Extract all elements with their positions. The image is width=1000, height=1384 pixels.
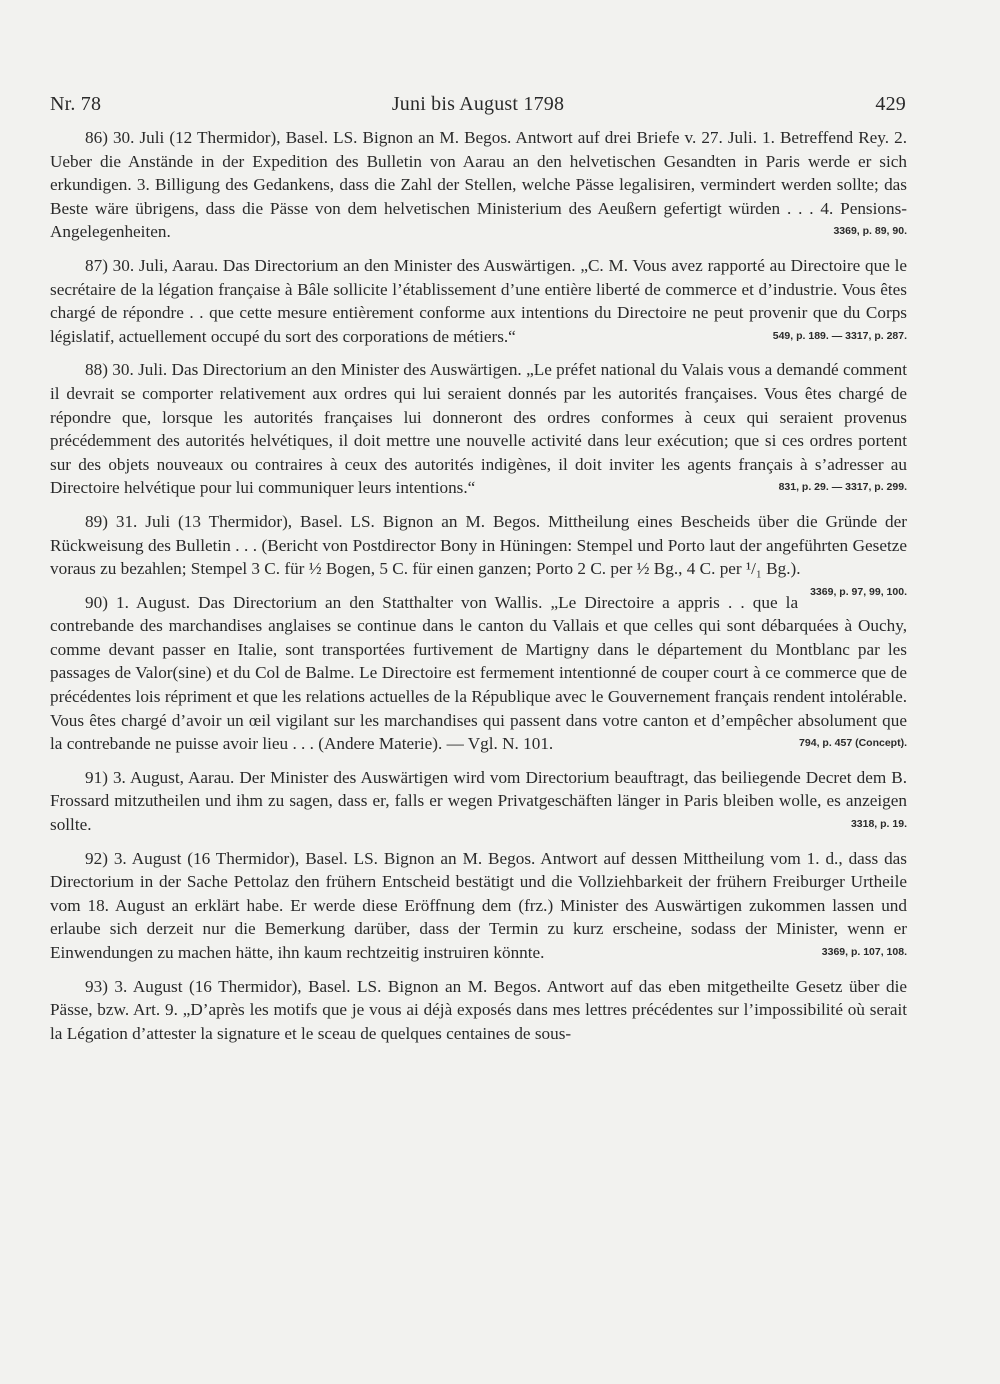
entry-text: 88) 30. Juli. Das Directorium an den Minister des Auswärtigen. „Le préfet national du Valais vous a demandé comment il devrait se comporter relativement aux ordres qui lui seraient donnés par les autorités françaises. Vous êtes chargé de répondre que, lorsque les autorités françaises lui donneront des ordres conformes à ceux qui seraient provenus précédemment des autorités helvétiques, il doit mettre une nouvelle activité dans leur exécution; que si ces ordres portent sur des objets nouveaux ou contraires à ceux des autorités indigènes, il doit inviter les agents français à s’adresser au Directoire helvétique pour lui communiquer leurs intentions.“ — [50, 360, 907, 498]
archive-reference: 831, p. 29. — 3317, p. 299. — [778, 481, 907, 494]
page-number: 429 — [875, 93, 906, 115]
entry-92 — [50, 847, 907, 965]
archive-reference: 3369, p. 97, 99, 100. — [810, 585, 907, 598]
page-header — [50, 93, 906, 123]
entry-91 — [50, 766, 907, 837]
entry-text: 86) 30. Juli (12 Thermidor), Basel. LS. Bignon an M. Begos. Antwort auf drei Briefe v. 27. Juli. 1. Betreffend Rey. 2. Ueber die Anstände in der Expedition des Bulletin von Aarau an den helvetischen Gesandten in Paris werde er sich erkundigen. 3. Billigung des Gedankens, dass die Zahl der Stellen, welche Pässe legalisiren, vermindert werden sollte; das Beste wäre übrigens, dass die Pässe von dem helvetischen Ministerium des Aeußern gefertigt würden . . . 4. Pensions-Angelegenheiten. — [50, 128, 907, 242]
entry-text: 89) 31. Juli (13 Thermidor), Basel. LS. Bignon an M. Begos. Mittheilung eines Bescheids über die Gründe der Rückweisung des Bulletin . . . (Bericht von Postdirector Bony in Hüningen: Stempel und Porto laut der angeführten Gesetze voraus zu bezahlen; Stempel 3 C. für ½ Bogen, 5 C. für einen ganzen; Porto 2 C. per ½ Bg., 4 C. per ¹/₁ Bg.). — [50, 511, 907, 579]
entry-text: 90) 1. August. Das Directorium an den Statthalter von Wallis. „Le Directoire a appris . . que la contrebande des marchandises anglaises se continue dans le canton du Vallais et que celles qui sont débarquées à Ouchy, comme devant passer en Italie, sont transportées furtivement de Martigny dans le département du Montblanc par les passages de Valor(sine) et du Col de Balme. Le Directoire est fermement intentionné de couper court à ce commerce que de précédentes lois répriment et que les relations actuelles de la République avec le Gouvernement français rendent intolérable. Vous êtes chargé d’avoir un œil vigilant sur les marchandises qui passent dans votre canton et d’empêcher absolument que la contrebande ne puisse avoir lieu . . . (Andere Materie). — Vgl. N. 101. — [50, 592, 907, 754]
archive-reference: 3369, p. 107, 108. — [821, 946, 907, 958]
entry-86 — [50, 126, 907, 244]
date-range-title: Juni bis August 1798 — [391, 93, 565, 115]
document-number: Nr. 78 — [50, 93, 102, 115]
entry-89 — [50, 510, 907, 598]
entry-text: 92) 3. August (16 Thermidor), Basel. LS. Bignon an M. Begos. Antwort auf dessen Mittheilung vom 1. d., dass das Directorium in der Sache Pettolaz den frühern Entscheid bestätigt und die Vollziehbarkeit der frühern Freiburger Urtheile vom 18. August an erklärt habe. Er werde diese Eröffnung dem (frz.) Minister des Auswärtigen zukommen lassen und erlaube sich derzeit nur die Bemerkung darüber, dass der Termin zu kurz erscheine, sodass der Minister, wenn er Einwendungen zu machen hätte, ihn kaum rechtzeitig instruiren könnte. — [50, 848, 907, 962]
entry-text: 93) 3. August (16 Thermidor), Basel. LS. Bignon an M. Begos. Antwort auf das eben mitgetheilte Gesetz über die Pässe, bzw. Art. 9. „D’après les motifs que je vous ai déjà exposés dans mes lettres précédentes sur l’impossibilité où serait la Légation d’attester la signature et le sceau de quelques centaines de sous- — [50, 976, 907, 1043]
entry-90 — [50, 591, 907, 756]
entries-list — [50, 126, 907, 1055]
archive-reference: 549, p. 189. — 3317, p. 287. — [772, 329, 907, 342]
archive-reference: 3318, p. 19. — [850, 818, 907, 831]
archive-reference: 794, p. 457 (Concept). — [799, 737, 907, 750]
entry-93 — [50, 975, 907, 1046]
archive-reference: 3369, p. 89, 90. — [833, 225, 907, 238]
entry-text: 91) 3. August, Aarau. Der Minister des Auswärtigen wird vom Directorium beauftragt, das beiliegende Decret dem B. Frossard mitzutheilen und ihm zu sagen, dass er, falls er wegen Privatgeschäften länger in Paris bleiben wolle, es anzeigen sollte. — [50, 767, 907, 835]
entry-88 — [50, 358, 907, 500]
entry-text: 87) 30. Juli, Aarau. Das Directorium an den Minister des Auswärtigen. „C. M. Vous avez rapporté au Directoire que le secrétaire de la légation française à Bâle sollicite l’établissement d’une entière liberté de commerce et d’industrie. Vous êtes chargé de répondre . . que cette mesure entièrement conforme aux intentions du Directoire ne peut provenir que du Corps législatif, actuellement occupé du sort des corporations de métiers.“ — [50, 255, 907, 346]
entry-87 — [50, 254, 907, 348]
